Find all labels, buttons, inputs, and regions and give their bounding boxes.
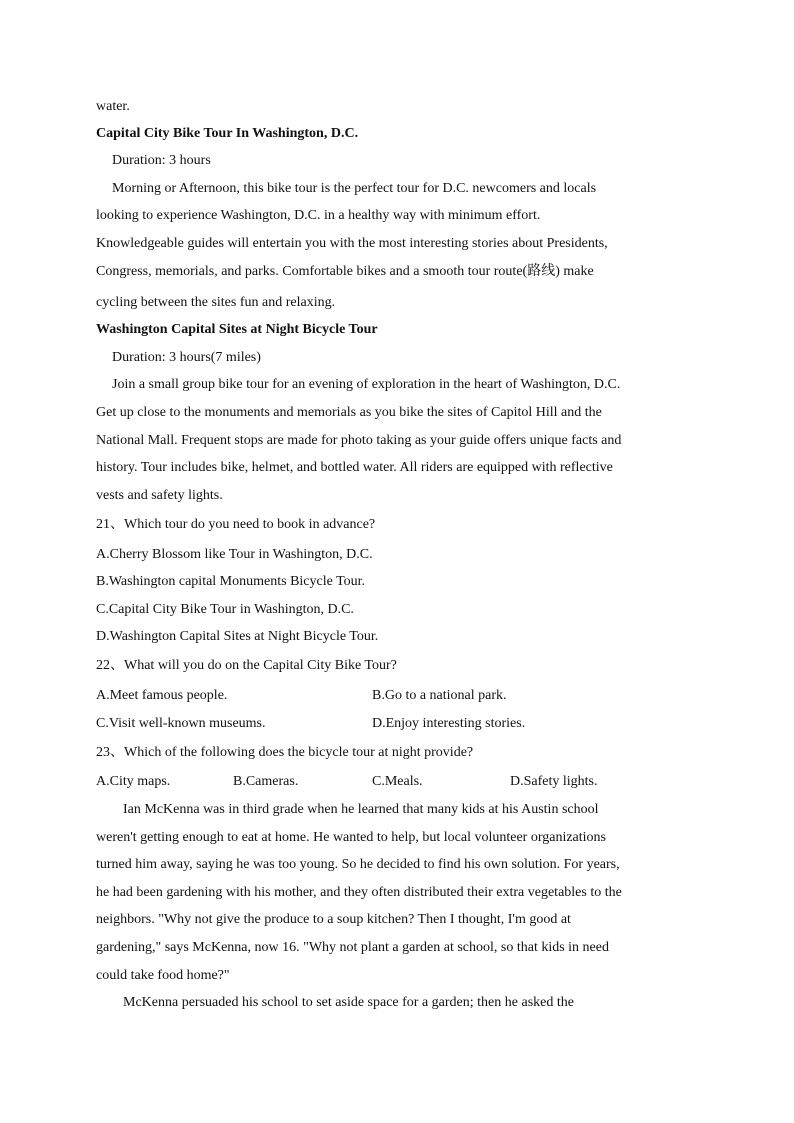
tour-3-body-line: Knowledgeable guides will entertain you with the most interesting stories about Presidents, [96, 236, 608, 251]
passage-b-line: weren't getting enough to eat at home. He wanted to help, but local volunteer organizations [96, 830, 607, 845]
passage-b-line: Ian McKenna was in third grade when he learned that many kids at his Austin school [123, 802, 599, 817]
passage-b-line: neighbors. "Why not give the produce to a soup kitchen? Then I thought, I'm good at [96, 912, 571, 927]
question-23-option-c: C.Meals. [372, 774, 423, 789]
question-23-stem: 23、Which of the following does the bicycle tour at night provide? [96, 745, 474, 760]
tour-4-body-line: history. Tour includes bike, helmet, and bottled water. All riders are equipped with reflective [96, 460, 613, 475]
question-21-option-c: C.Capital City Bike Tour in Washington, D.C. [96, 602, 354, 617]
tour-4-body-line: Get up close to the monuments and memorials as you bike the sites of Capitol Hill and the [96, 405, 602, 420]
passage-b-line: gardening," says McKenna, now 16. "Why not plant a garden at school, so that kids in need [96, 940, 609, 955]
question-21-option-a: A.Cherry Blossom like Tour in Washington, D.C. [96, 547, 373, 562]
tour-3-title: Capital City Bike Tour In Washington, D.C. [96, 126, 359, 141]
question-23-option-a: A.City maps. [96, 774, 171, 789]
question-21-stem: 21、Which tour do you need to book in advance? [96, 517, 376, 532]
passage-b-line: turned him away, saying he was too young. So he decided to find his own solution. For years, [96, 857, 620, 872]
question-23-option-d: D.Safety lights. [510, 774, 598, 789]
tour-4-body-line: Join a small group bike tour for an evening of exploration in the heart of Washington, D.C. [112, 377, 621, 392]
tour-4-title: Washington Capital Sites at Night Bicycle Tour [96, 322, 378, 337]
passage-b-line: he had been gardening with his mother, and they often distributed their extra vegetables to the [96, 885, 622, 900]
tour-3-body-line: cycling between the sites fun and relaxing. [96, 295, 336, 310]
question-21-option-b: B.Washington capital Monuments Bicycle Tour. [96, 574, 366, 589]
passage-b-line: McKenna persuaded his school to set aside space for a garden; then he asked the [123, 995, 574, 1010]
question-22-option-d: D.Enjoy interesting stories. [372, 716, 526, 731]
question-22-stem: 22、What will you do on the Capital City Bike Tour? [96, 658, 397, 673]
passage-a-ending: water. [96, 99, 130, 114]
tour-4-body-line: vests and safety lights. [96, 488, 223, 503]
tour-4-duration: Duration: 3 hours(7 miles) [112, 350, 261, 365]
question-21-option-d: D.Washington Capital Sites at Night Bicycle Tour. [96, 629, 379, 644]
question-22-option-b: B.Go to a national park. [372, 688, 507, 703]
tour-3-body-line: looking to experience Washington, D.C. in a healthy way with minimum effort. [96, 208, 541, 223]
question-23-option-b: B.Cameras. [233, 774, 299, 789]
tour-3-duration: Duration: 3 hours [112, 153, 211, 168]
question-22-option-a: A.Meet famous people. [96, 688, 228, 703]
passage-b-line: could take food home?" [96, 968, 230, 983]
tour-4-body-line: National Mall. Frequent stops are made for photo taking as your guide offers unique facts and [96, 433, 622, 448]
question-22-option-c: C.Visit well-known museums. [96, 716, 266, 731]
tour-3-body-line: Morning or Afternoon, this bike tour is the perfect tour for D.C. newcomers and locals [112, 181, 597, 196]
tour-3-body-line: Congress, memorials, and parks. Comfortable bikes and a smooth tour route(路线) make [96, 264, 594, 279]
